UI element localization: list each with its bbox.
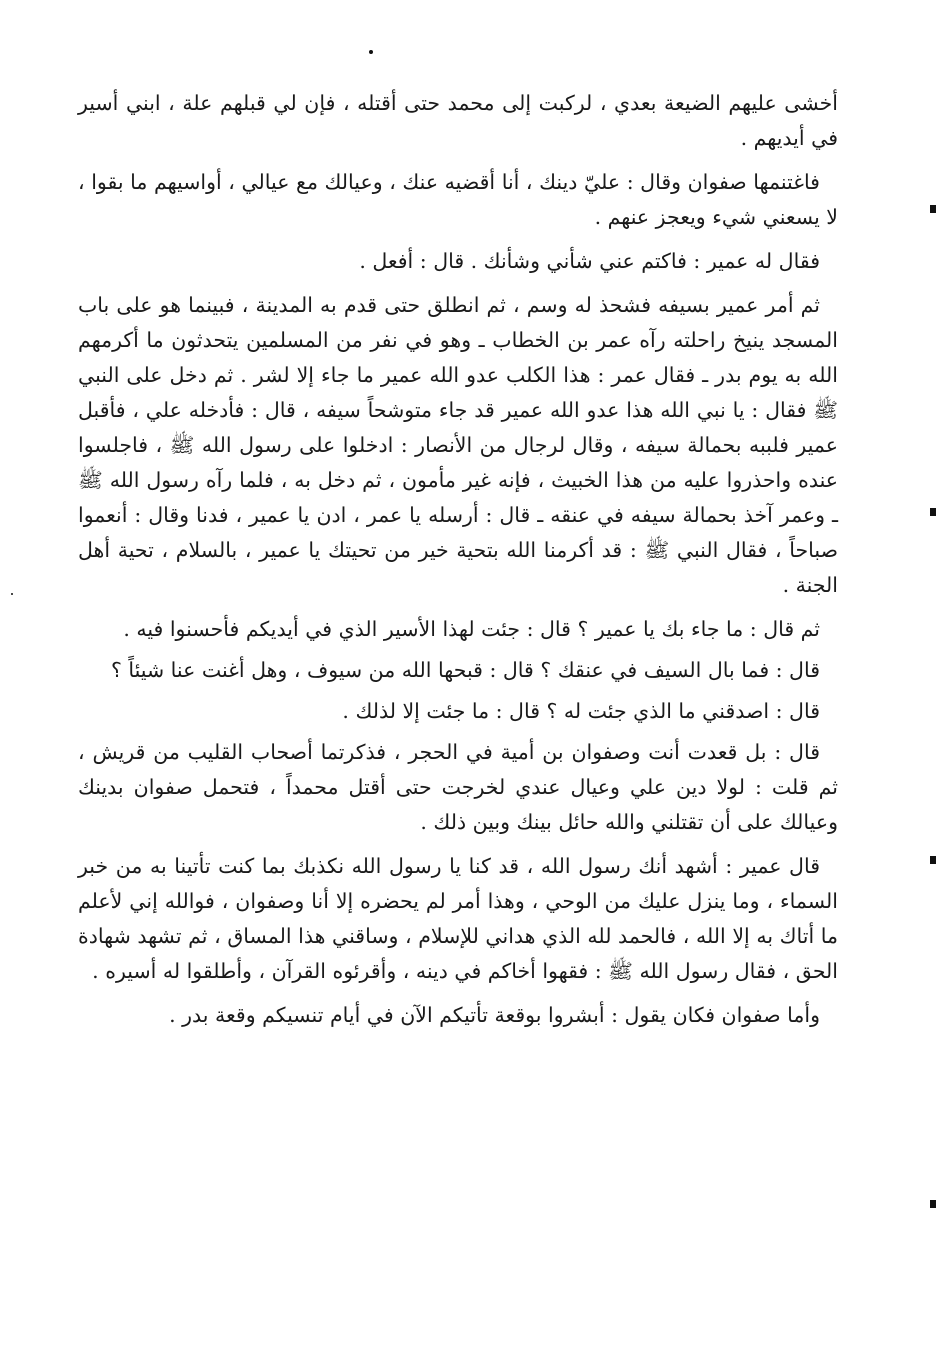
paragraph-5: ثم قال : ما جاء بك يا عمير ؟ قال : جئت لهذا الأسير الذي في أيديكم فأحسنوا فيه .: [123, 617, 820, 641]
binding-mark-4: [930, 1200, 936, 1208]
paragraph-6: قال : فما بال السيف في عنقك ؟ قال : قبحها الله من سيوف ، وهل أغنت عنا شيئاً ؟: [110, 658, 820, 682]
paragraph-10: وأما صفوان فكان يقول : أبشروا بوقعة تأتيكم الآن في أيام تنسيكم وقعة بدر .: [169, 1003, 820, 1027]
document-page: [78, 86, 838, 1042]
paragraph-3: فقال له عمير : فاكتم عني شأني وشأنك . قال : أفعل .: [359, 249, 820, 273]
paragraph-2: فاغتنمها صفوان وقال : عليّ دينك ، أنا أقضيه عنك ، وعيالك مع عيالي ، أواسيهم ما بقوا ، لا يسعني شيء ويعجز عنهم .: [78, 170, 838, 229]
binding-mark-2: [930, 508, 936, 516]
paragraph-8: قال : بل قعدت أنت وصفوان بن أمية في الحجر ، فذكرتما أصحاب القليب من قريش ، ثم قلت : لولا دين علي وعيال عندي لخرجت حتى أقتل محمداً ، فتحمل صفوان بدينك وعيالك على أن تقتلني والله حائل بينك وبين ذلك .: [78, 740, 838, 834]
paragraph-4: ثم أمر عمير بسيفه فشحذ له وسم ، ثم انطلق حتى قدم به المدينة ، فبينما هو على باب المسجد ينيخ راحلته رآه عمر بن الخطاب ـ وهو في نفر من المسلمين يتحدثون ما أكرمهم الله به يوم بدر ـ فقال عمر : هذا الكلب عدو الله عمير ما جاء إلا لشر . ثم دخل على النبي ﷺ فقال : يا نبي الله هذا عدو الله عمير قد جاء متوشحاً سيفه ، قال : فأدخله علي ، فأقبل عمير فلببه بحمالة سيفه ، وقال لرجال من الأنصار : ادخلوا على رسول الله ﷺ ، فاجلسوا عنده واحذروا عليه من هذا الخبيث ، فإنه غير مأمون ، ثم دخل به ، فلما رآه رسول الله ﷺ ـ وعمر آخذ بحمالة سيفه في عنقه ـ قال : أرسله يا عمر ، ادن يا عمير ، فدنا وقال : أنعموا صباحاً ، فقال النبي ﷺ : قد أكرمنا الله بتحية خير من تحيتك يا عمير ، بالسلام ، تحية أهل الجنة .: [78, 293, 838, 597]
scan-speck-small: [11, 593, 13, 595]
scan-speck: [369, 50, 373, 54]
paragraph-7: قال : اصدقني ما الذي جئت له ؟ قال : ما جئت إلا لذلك .: [342, 699, 820, 723]
paragraph-1: أخشى عليهم الضيعة بعدي ، لركبت إلى محمد حتى أقتله ، فإن لي قبلهم علة ، ابني أسير في أيديهم .: [78, 91, 838, 150]
binding-mark-3: [930, 856, 936, 864]
paragraph-9: قال عمير : أشهد أنك رسول الله ، قد كنا يا رسول الله نكذبك بما كنت تأتينا به من خبر السماء ، وما ينزل عليك من الوحي ، وهذا أمر لم يحضره إلا أنا وصفوان ، فوالله إني لأعلم ما أتاك به إلا الله ، فالحمد لله الذي هداني للإسلام ، وساقني هذا المساق ، ثم تشهد شهادة الحق ، فقال رسول الله ﷺ : فقهوا أخاكم في دينه ، وأقرئوه القرآن ، وأطلقوا له أسيره .: [78, 854, 838, 983]
binding-mark-1: [930, 205, 936, 213]
